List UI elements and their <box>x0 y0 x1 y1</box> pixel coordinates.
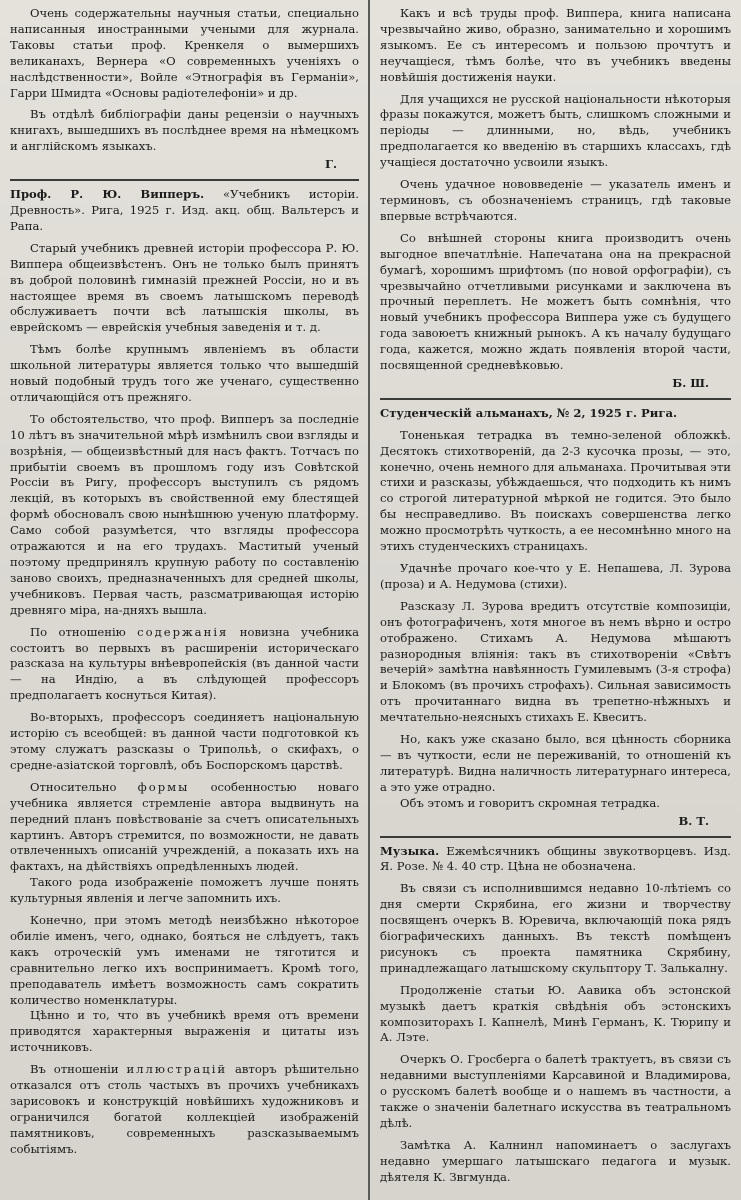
paragraph: Конечно, при этомъ методѣ неизбѣжно нѣкоторое обилiе именъ, чего, однако, бояться не слѣдуетъ, такъ какъ отроческiй умъ именами не тяготится и сравнительно легко ихъ воспринимаетъ. Кромѣ того, преподаватель имѣетъ возможность самъ сократить количество номенклатуры. <box>10 913 359 1007</box>
paragraph: Со внѣшней стороны книга производитъ очень выгодное впечатлѣнiе. Напечатана она на прекрасной бумагѣ, хорошимъ шрифтомъ (по новой орфографiи), съ чрезвычайно отчетливыми рисунками и заключена въ прочный переплетъ. Не можетъ быть сомнѣнiя, что новый учебникъ профессора Виппера уже съ будущего года завоюетъ книжный рынокъ. А къ началу будущаго года, кажется, можно ждать появленiя второй части, посвященной средневѣковью. <box>380 230 731 373</box>
paragraph: Очеркъ О. Гросберга о балетѣ трактуетъ, въ связи съ недавними выступленiями Карсавиной и Владимирова, о русскомъ балетѣ вообще и о нашемъ въ частности, а также о значенiи балетнаго искусства въ театральномъ дѣлѣ. <box>380 1052 731 1130</box>
signature: Г. <box>324 157 337 172</box>
review-title: Студенческiй альманахъ, № 2, 1925 г. Рига. <box>380 405 677 420</box>
paragraph <box>10 625 359 705</box>
paragraph: Разсказу Л. Зурова вредитъ отсутствiе композицiи, онъ фотографиченъ, хотя многое въ немъ вѣрно и остро отображено. Стихамъ А. Недумова мѣшаютъ разнородныя влiянiя: такъ въ стихотворенiи «Свѣтъ вечерiй» замѣтна навѣянность Гумилевымъ (3-я строфа) и Блокомъ (въ прочихъ строфахъ). Сильная зависимость отъ прочитаннаго видна въ трепетно-нѣжныхъ и мечтательно-неясныхъ стихахъ Е. Квеситъ. <box>380 598 731 725</box>
review-publication: Ежемѣсячникъ общины звукотворцевъ. Изд. Я. Розе. № 4. 40 стр. Цѣна не обозначена. <box>380 843 731 874</box>
section-rule <box>10 179 359 181</box>
paragraph: Цѣнно и то, что въ учебникѣ время отъ времени приводятся характерныя выраженiя и цитаты изъ источниковъ. <box>10 1008 359 1055</box>
emphasis-word: содержанiя <box>137 624 229 639</box>
paragraph: Тоненькая тетрадка въ темно-зеленой обложкѣ. Десятокъ стихотворенiй, да 2-3 кусочка прозы, — это, конечно, очень немного для альманаха. Прочитывая эти стихи и разсказы, убѣждаешься, что подходить къ нимъ со строгой литературной мѣркой не годится. Это было бы несправедливо. Въ поискахъ совершенства легко можно просмотрѣть чуткость, а ее несомнѣнно много на этихъ студенческихъ страницахъ. <box>380 427 731 554</box>
review-heading <box>10 187 359 235</box>
paragraph: Тѣмъ болѣе крупнымъ явленiемъ въ области школьной литературы является только что вышедшiй новый подобный трудъ того же ученаго, существенно отличающiйся отъ прежняго. <box>10 342 359 404</box>
review-title: Музыка. <box>380 843 440 858</box>
signature: Б. Ш. <box>672 375 709 390</box>
paragraph <box>10 780 359 875</box>
review-heading <box>380 844 731 876</box>
section-rule <box>380 836 731 838</box>
paragraph: Въ отдѣлѣ библiографiи даны рецензiи о научныхъ книгахъ, вышедшихъ въ послѣднее время на нѣмецкомъ и англiйскомъ языкахъ. <box>10 107 359 154</box>
paragraph: Очень содержательны научныя статьи, специально написанныя иностранными учеными для журнала. Таковы статьи проф. Кренкеля о вымершихъ великанахъ, Вернера «О современныхъ ученiяхъ о наслѣдственности», Войле «Этнографiя въ Германiи», Гарри Шмидта «Основы радiотелефонiи» и др. <box>10 6 359 100</box>
paragraph: Какъ и всѣ труды проф. Виппера, книга написана чрезвычайно живо, образно, занимательно и хорошимъ языкомъ. Ее съ интересомъ и пользою прочтутъ и неучащiеся, тѣмъ болѣе, что въ учебникъ введены новѣйшiя достиженiя науки. <box>380 6 731 84</box>
left-column <box>0 0 369 1200</box>
paragraph: Но, какъ уже сказано было, вся цѣнность сборника — въ чуткости, если не переживанiй, то отношенiй къ литературѣ. Видна наличность литературнаго интереса, а это уже отрадно. <box>380 732 731 794</box>
paragraph: То обстоятельство, что проф. Випперъ за последнiе 10 лѣтъ въ значительной мѣрѣ измѣнилъ свои взгляды и возрѣнiя, — общеизвѣстный для насъ фактъ. Тотчасъ по прибытiи своемъ въ прошломъ году изъ Совѣтской Россiи въ Ригу, профессоръ выступилъ съ рядомъ лекцiй, въ которыхъ въ свойственной ему блестящей формѣ обосновалъ свою нынѣшнюю ученую платформу. Само собой разумѣется, что взгляды профессора отражаются и на его трудахъ. Маститый ученый поэтому предпринялъ крупную работу по составленiю заново своихъ, предназначенныхъ для средней школы, учебниковъ. Первая часть, разсматривающая исторiю древняго мiра, на-дняхъ вышла. <box>10 411 359 617</box>
paragraph: Такого рода изображенiе поможетъ лучше понять культурныя явленiя и легче запомнить ихъ. <box>10 875 359 906</box>
text-run: новизна учебника состоитъ во первыхъ въ расширенiи историческаго разсказа на культуры внѣевропейскiя (въ данной части — на Индiю, а въ слѣдующей профессоръ предполагаетъ коснуться Китая). <box>10 624 359 703</box>
paragraph: Очень удачное нововведенiе — указатель именъ и терминовъ, съ обозначенiемъ страницъ, гдѣ таковые впервые встрѣчаются. <box>380 177 731 223</box>
signature: В. Т. <box>678 813 709 828</box>
paragraph <box>10 1062 359 1157</box>
paragraph: Старый учебникъ древней исторiи профессора Р. Ю. Виппера общеизвѣстенъ. Онъ не только былъ принятъ въ доброй половинѣ гимназiй прежней Россiи, но и въ настоящее время въ своемъ латышскомъ переводѣ обслуживаетъ почти всѣ латышскiя школы, въ еврейскомъ — еврейскiя учебныя заведенiя и т. д. <box>10 240 359 335</box>
review-publication: «Учебникъ исторiи. Древность». Рига, 1925 г. Изд. акц. общ. Вальтерсъ и Рапа. <box>10 187 359 233</box>
paragraph: Въ связи съ исполнившимся недавно 10-лѣтiемъ со дня смерти Скрябина, его жизни и творчеству посвященъ очеркъ В. Юревича, включающiй пока рядъ бiографическихъ данныхъ. Въ текстѣ помѣщенъ рисунокъ съ проекта памятника Скрябину, принадлежащаго латышскому скульптору Т. Залькалну. <box>380 881 731 975</box>
paragraph: Продолженiе статьи Ю. Аавика объ эстонской музыкѣ даетъ краткiя свѣдѣнiя объ эстонскихъ композиторахъ I. Капнелѣ, Минѣ Германъ, К. Тюрипу и А. Лэте. <box>380 982 731 1045</box>
emphasis-word: формы <box>137 779 190 794</box>
right-column <box>370 0 741 1200</box>
paragraph: Во-вторыхъ, профессоръ соединяетъ нацiональную исторiю съ всеобщей: въ данной части подготовкой къ этому служатъ разсказы о Трипольѣ, о скифахъ, о средне-азiатской торговлѣ, объ Боспорскомъ царствѣ. <box>10 710 359 772</box>
text-run: Относительно <box>30 779 138 794</box>
paragraph: Объ этомъ и говоритъ скромная тетрадка. <box>400 795 660 810</box>
review-author-title: Проф. Р. Ю. Випперъ. <box>10 187 205 202</box>
paragraph: Для учащихся не русской нацiональности нѣкоторыя фразы покажутся, можетъ быть, слишкомъ сложными и перiоды — длинными, но, вѣдь, учебникъ предполагается ко введенiю въ старшихъ классахъ, гдѣ учащiеся достаточно усвоили языкъ. <box>380 91 731 170</box>
emphasis-word: иллюстрацiй <box>126 1062 228 1077</box>
text-run: особенностью новаго учебника является стремленiе автора выдвинуть на передний планъ повѣствованiе за счетъ описательныхъ картинъ. Авторъ стремится, по возможности, не давать отвлеченныхъ описанiй учрежденiй, а показать ихъ на фактахъ, на дѣйствiяхъ опредѣленныхъ людей. <box>10 779 359 874</box>
text-run: По отношенiю <box>30 624 138 639</box>
text-run: Въ отношенiи <box>30 1062 127 1077</box>
paragraph: Удачнѣе прочаго кое-что у Е. Непашева, Л. Зурова (проза) и А. Недумова (стихи). <box>380 561 731 591</box>
paragraph: Замѣтка А. Калнинл напоминаетъ о заслугахъ недавно умершаго латышскаго педагога и музык. дѣятеля К. Звгмунда. <box>380 1137 731 1184</box>
text-run: авторъ рѣшительно отказался отъ столь частыхъ въ прочихъ учебникахъ зарисовокъ и конструкцiй новѣйшихъ художниковъ и ограничился богатой коллекцiей изображенiй памятниковъ, современныхъ разсказываемымъ событiямъ. <box>10 1062 359 1156</box>
review-heading <box>380 406 731 422</box>
section-rule <box>380 398 731 400</box>
